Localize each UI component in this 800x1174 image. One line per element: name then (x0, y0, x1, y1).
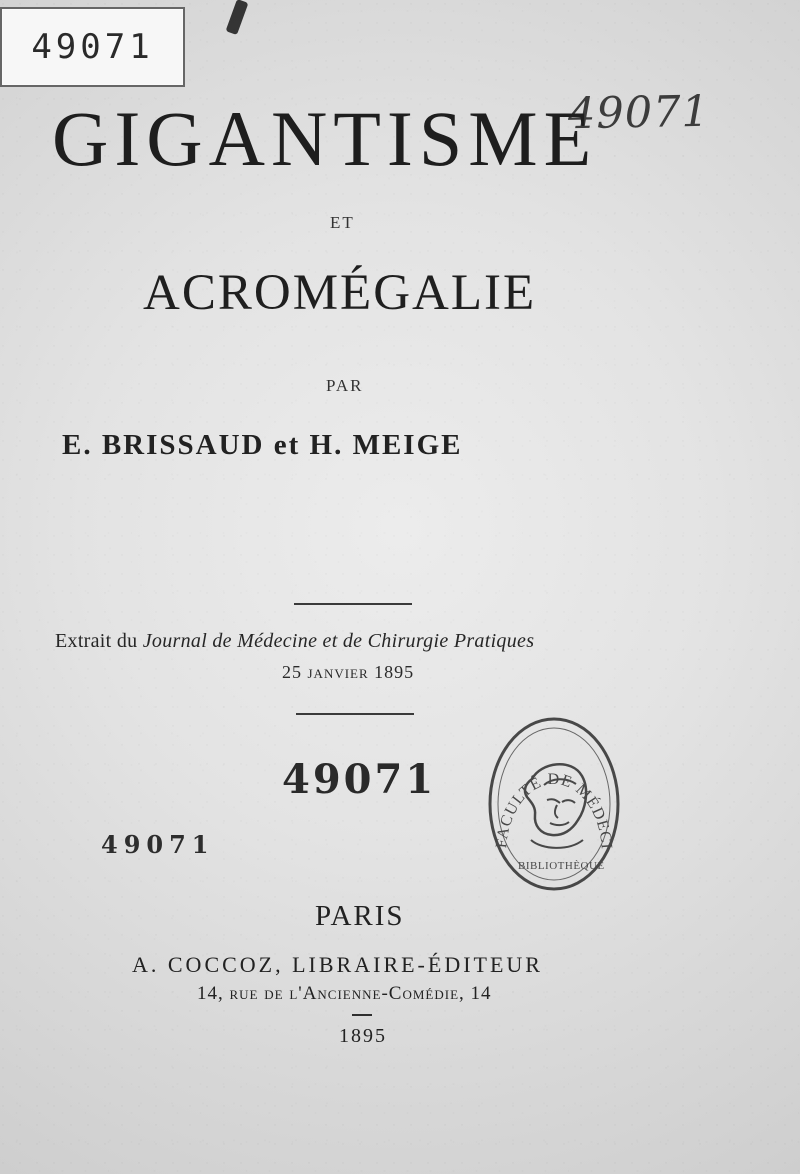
catalog-label (0, 7, 185, 87)
year-rule (352, 1014, 372, 1016)
authors: E. BRISSAUD et H. MEIGE (62, 429, 463, 461)
publisher-address: 14, rue de l'Ancienne-Comédie, 14 (197, 983, 492, 1004)
journal-title: Journal de Médecine et de Chirurgie Pratiques (142, 630, 535, 652)
catalog-number: 49071 (31, 27, 154, 67)
stamp-arc-text: FACULTÉ DE MÉDECINE DE PARIS (477, 701, 615, 851)
portrait-stamp-icon (477, 701, 624, 894)
left-inventory-number: 49071 (101, 830, 215, 859)
stamp-bottom-text: BIBLIOTHÈQUE (518, 860, 605, 872)
ink-mark (226, 0, 249, 35)
center-inventory-number: 49071 (282, 756, 437, 803)
svg-text:FACULTÉ DE MÉDECINE DE PARIS (478, 701, 615, 850)
library-stamp (477, 701, 624, 894)
publication-city: PARIS (315, 900, 405, 932)
handwritten-number: 49071 (567, 86, 711, 140)
document-subtitle: ACROMÉGALIE (143, 265, 537, 321)
publication-year: 1895 (339, 1025, 387, 1047)
extract-prefix: Extrait du (55, 630, 143, 652)
top-divider (294, 603, 412, 605)
bottom-divider (296, 713, 414, 715)
document-title: GIGANTISME (52, 95, 598, 182)
title-connector: ET (330, 213, 355, 232)
authors-intro: PAR (326, 376, 364, 395)
publisher-line: A. COCCOZ, LIBRAIRE-ÉDITEUR (132, 952, 543, 977)
publication-date: 25 janvier 1895 (282, 662, 415, 682)
extract-line (55, 630, 534, 653)
